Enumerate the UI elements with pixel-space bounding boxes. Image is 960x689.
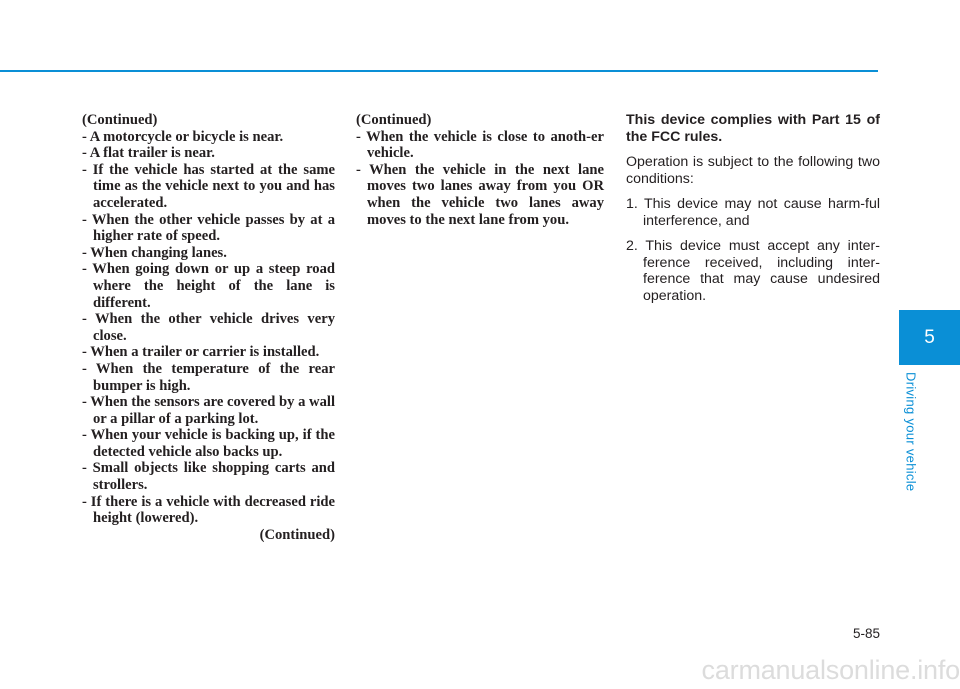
column-2 [356,112,604,228]
list-item: - When the vehicle in the next lane moves two lanes away from you OR when the vehicle two lanes away moves to the next lane from you. [356,161,604,228]
fcc-intro: Operation is subject to the following two conditions: [626,154,880,187]
page-number: 5-85 [852,626,880,641]
fcc-condition-item: 1. This device may not cause harm-ful interference, and [626,196,880,229]
list-item: - When changing lanes. [82,244,227,261]
list-item: - A motorcycle or bicycle is near. [82,128,284,145]
chapter-title: Driving your vehicle [903,372,919,492]
list-item: - When a trailer or carrier is installed. [82,344,320,361]
list-item: - When your vehicle is backing up, if the detected vehicle also backs up. [82,427,335,460]
list-item: - When the sensors are covered by a wall or a pillar of a parking lot. [82,394,335,427]
list-item: - A flat trailer is near. [82,145,215,162]
list-item: - If the vehicle has started at the same time as the vehicle next to you and has accelerated. [82,161,335,211]
list-item: - When the other vehicle drives very close. [82,311,335,344]
list-item: - When the temperature of the rear bumper is high. [82,360,335,394]
list-item: - When going down or up a steep road where the height of the lane is different. [82,261,335,311]
fcc-heading: This device complies with Part 15 of the FCC rules. [626,112,880,145]
column-3 [626,112,880,313]
watermark: carmanualsonline.info [701,655,960,685]
chapter-tab [899,310,960,365]
list-item: - When the other vehicle passes by at a higher rate of speed. [82,211,335,245]
top-rule [0,70,878,72]
fcc-condition-item: 2. This device must accept any inter-ference received, including inter-ference that may cause undesired operation. [626,238,880,304]
continued-label-top: (Continued) [356,112,432,128]
list-item: - Small objects like shopping carts and strollers. [82,460,335,494]
chapter-number: 5 [924,326,935,348]
column-1 [82,112,335,543]
list-item: - When the vehicle is close to anoth-er vehicle. [356,128,604,162]
continued-label-bottom: (Continued) [259,526,335,543]
continued-label-top: (Continued) [82,112,158,128]
list-item: - If there is a vehicle with decreased ride height (lowered). [82,493,335,527]
